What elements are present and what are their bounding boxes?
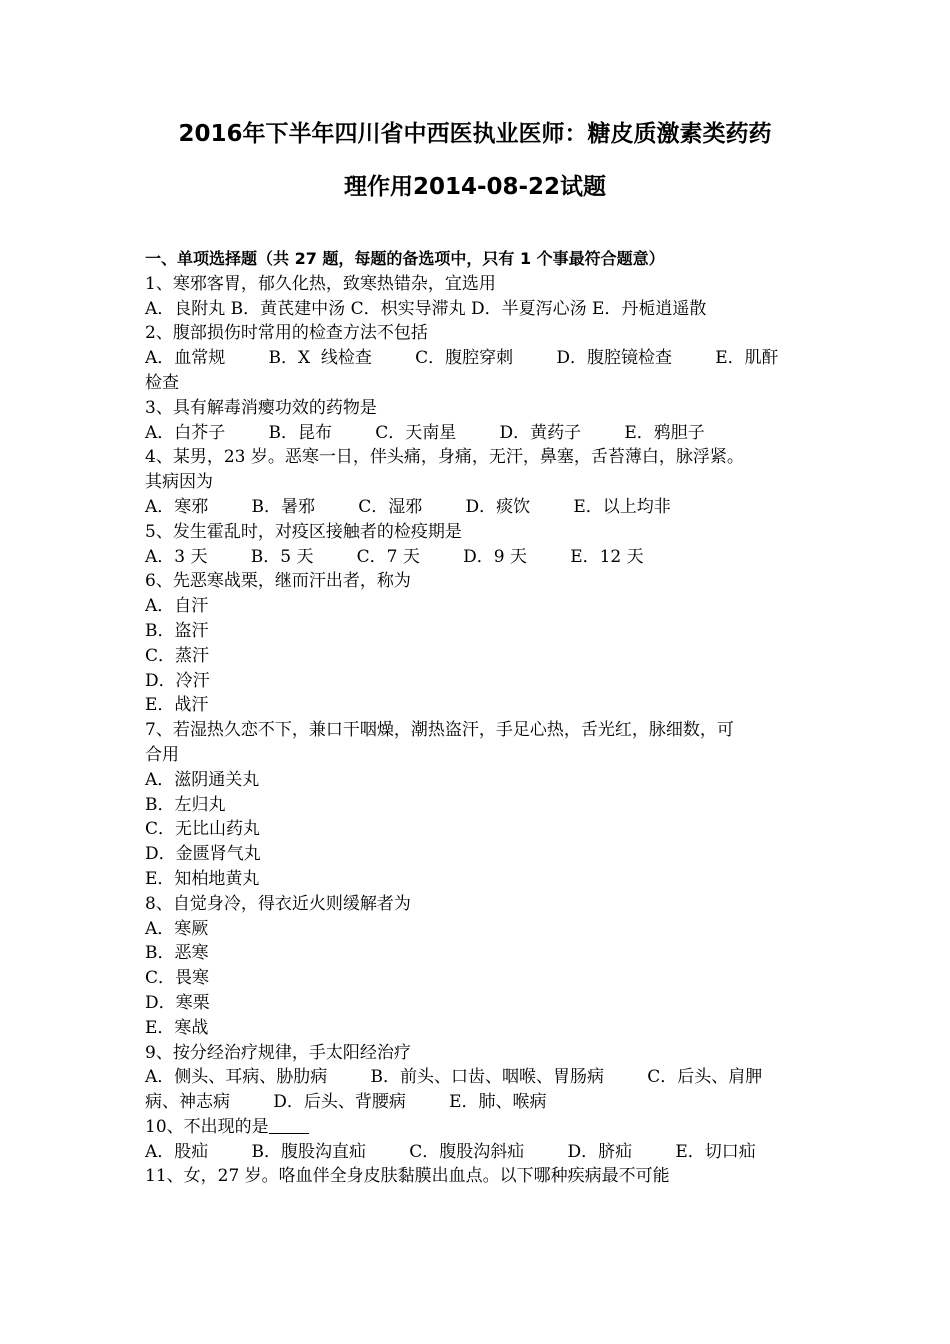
answer-blank xyxy=(269,1117,309,1134)
question-3 xyxy=(145,396,810,446)
question-options: A．滋阴通关丸 xyxy=(145,769,260,790)
question-options: A．血常规 B．X 线检查 C．腹腔穿刺 D．腹腔镜检查 E．肌酐 xyxy=(145,348,779,369)
question-options: A．自汗 xyxy=(145,596,209,617)
question-options: E．知柏地黄丸 xyxy=(145,868,260,889)
question-stem: 6、先恶寒战栗，继而汗出者，称为 xyxy=(145,571,411,592)
question-options: A．寒厥 xyxy=(145,918,209,939)
question-stem: 7、若湿热久恋不下，兼口干咽燥，潮热盗汗，手足心热，舌光红，脉细数，可 xyxy=(145,720,734,741)
question-stem: 其病因为 xyxy=(145,472,213,493)
question-stem: 3、具有解毒消瘿功效的药物是 xyxy=(145,397,377,418)
question-9 xyxy=(145,1041,810,1115)
question-stem: 10、不出现的是 xyxy=(145,1115,810,1140)
question-options: D．冷汗 xyxy=(145,670,210,691)
question-options: E．战汗 xyxy=(145,695,209,716)
question-11 xyxy=(145,1164,810,1189)
question-options: A．3 天 B．5 天 C．7 天 D．9 天 E．12 天 xyxy=(145,546,644,567)
document-body xyxy=(145,247,810,1189)
question-stem: 8、自觉身冷，得衣近火则缓解者为 xyxy=(145,893,411,914)
question-5 xyxy=(145,520,810,570)
question-6 xyxy=(145,569,810,718)
question-stem: 5、发生霍乱时，对疫区接触者的检疫期是 xyxy=(145,521,462,542)
question-options: A．寒邪 B．暑邪 C．湿邪 D．痰饮 E．以上均非 xyxy=(145,496,671,517)
question-options: C．蒸汗 xyxy=(145,645,210,666)
question-stem: 11、女，27 岁。咯血伴全身皮肤黏膜出血点。以下哪种疾病最不可能 xyxy=(145,1166,670,1187)
question-options: D．寒栗 xyxy=(145,992,210,1013)
question-stem: 9、按分经治疗规律，手太阳经治疗 xyxy=(145,1042,411,1063)
question-options: E．寒战 xyxy=(145,1017,209,1038)
document-title-line-1: 2016年下半年四川省中西医执业医师：糖皮质激素类药药 xyxy=(178,121,772,147)
question-2 xyxy=(145,321,810,395)
question-options: 病、神志病 D．后头、背腰病 E．肺、喉病 xyxy=(145,1092,547,1113)
question-7 xyxy=(145,718,810,892)
question-4 xyxy=(145,445,810,519)
question-options: A．股疝 B．腹股沟直疝 C．腹股沟斜疝 D．脐疝 E．切口疝 xyxy=(145,1141,756,1162)
question-options: B．左归丸 xyxy=(145,794,226,815)
question-options: B．盗汗 xyxy=(145,620,209,641)
question-stem: 2、腹部损伤时常用的检查方法不包括 xyxy=(145,323,428,344)
section-heading: 一、单项选择题（共 27 题，每题的备选项中，只有 1 个事最符合题意） xyxy=(145,249,665,268)
question-options: A．侧头、耳病、胁肋病 B．前头、口齿、咽喉、胃肠病 C．后头、肩胛 xyxy=(145,1067,763,1088)
question-options: 检查 xyxy=(145,372,179,393)
question-options: A．白芥子 B．昆布 C．天南星 D．黄药子 E．鸦胆子 xyxy=(145,422,705,443)
question-options: B．恶寒 xyxy=(145,943,209,964)
question-10 xyxy=(145,1115,810,1165)
question-options: D．金匮肾气丸 xyxy=(145,844,261,865)
question-stem: 4、某男，23 岁。恶寒一日，伴头痛，身痛，无汗，鼻塞，舌苔薄白，脉浮紧。 xyxy=(145,447,744,468)
question-stem: 1、寒邪客胃，郁久化热，致寒热错杂，宜选用 xyxy=(145,273,496,294)
document-title-line-2: 理作用2014-08-22试题 xyxy=(343,174,607,200)
question-8 xyxy=(145,892,810,1041)
question-options: C．无比山药丸 xyxy=(145,819,261,840)
question-stem: 合用 xyxy=(145,744,179,765)
question-options: A．良附丸 B．黄芪建中汤 C．枳实导滞丸 D．半夏泻心汤 E．丹栀逍遥散 xyxy=(145,298,707,319)
question-1 xyxy=(145,272,810,322)
question-options: C．畏寒 xyxy=(145,968,210,989)
